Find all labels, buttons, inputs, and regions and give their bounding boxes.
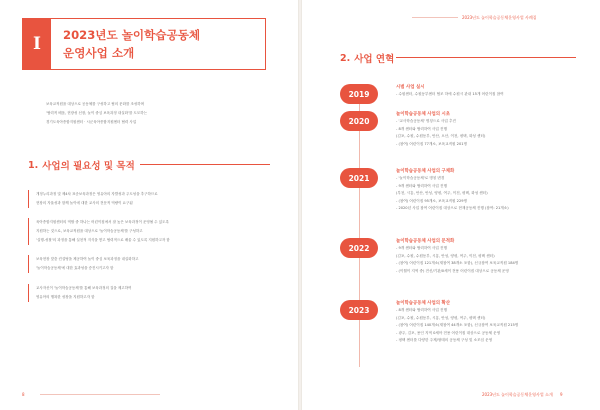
section2-title: 사업 연혁 <box>354 54 395 65</box>
bullet-line: 영유아의 행복한 성장을 지원하고자 함 <box>36 295 95 299</box>
bullet-line: '실행-성찰'의 과정을 통해 실천적 지식을 쌓고 협력적으로 배울 수 있도록 지원하고자 함 <box>36 238 170 242</box>
timeline-title: 시범 사업 실시 <box>396 85 425 90</box>
section2-rule <box>396 57 576 58</box>
timeline-line: - 평택 센터를 다양한 주제/형태의 공동체 구성 및 소모임 운영 <box>396 338 493 343</box>
right-running-footer: 2023년도 놀이학습공동체운영사업 소개 <box>482 392 553 397</box>
running-header: 2023년도 놀이학습공동체운영사업 사례집 <box>462 15 537 20</box>
timeline-title: 놀이학습공동체 사업의 문적화 <box>396 239 455 244</box>
running-header-rule <box>412 17 458 18</box>
intro-line: '협력적 배움, 현장성 신장, 놀이 중심 보육과정 내실화'를 도모하는 <box>46 110 147 115</box>
timeline-line: (부천, 시흥, 안산, 안성, 양평, 여주, 이천, 평택, 화성 센터) <box>396 191 488 196</box>
chapter-title <box>51 19 265 69</box>
timeline-line: - (참여) 어린이집 121개소(재참여 38개소 포함), 신규참여 보육교직원 184명 <box>396 261 519 266</box>
year-badge: 2020 <box>340 111 378 131</box>
section2-heading <box>340 51 394 65</box>
timeline-line: - 9개 센터와 협력하여 사업 진행 <box>396 246 447 250</box>
timeline-line: - 8개 센터와 협력하여 사업 진행 <box>396 308 447 312</box>
timeline-line: - 9개 센터와 협력하여 사업 진행 <box>396 183 447 188</box>
chapter-title-line1: 2023년도 놀이학습공동체 <box>63 28 201 42</box>
section1-heading <box>28 158 135 172</box>
right-footer <box>482 392 563 398</box>
timeline-line: - '교사학습공동체' 명칭으로 사업 추진 <box>396 119 456 123</box>
bullet-bar <box>28 255 29 273</box>
right-page-number: 9 <box>559 392 563 397</box>
year-badge: 2023 <box>340 300 378 320</box>
chapter-numeral: I <box>23 19 51 69</box>
section1-group-3 <box>28 255 138 273</box>
section1-number: 1. <box>28 159 39 171</box>
section1-group-2 <box>28 218 170 245</box>
timeline-line: - (참여) 어린이집 140개소(재참여 44개소 포함), 신규참여 보육교직원 215명 <box>396 323 519 328</box>
bullet-line: '놀이학습공동체'에 대한 효과성을 증진시키고자 함 <box>36 266 114 270</box>
timeline-line: - '놀이학습공동체'로 명칭 변경 <box>396 176 445 180</box>
timeline-line: - 8개 센터와 협력하여 사업 진행 <box>396 126 447 131</box>
timeline-title: 놀이학습공동체 사업의 구체화 <box>396 169 455 174</box>
timeline-title: 놀이학습공동체 사업의 시초 <box>396 112 450 117</box>
bullet-bar <box>28 218 29 245</box>
section1-title: 사업의 필요성 및 목적 <box>42 161 135 172</box>
bullet-line: 교사자신이 '놀이학습공동체'를 통해 보육과정의 질을 제고하여 <box>36 286 132 290</box>
year-badge: 2019 <box>340 84 378 104</box>
bullet-line: 육아종합지원센터의 역할 중 하나는 어린이집에서 잘 높은 보육과정이 운영될 수 있도록 <box>36 220 169 224</box>
section1-group-4 <box>28 284 131 302</box>
intro-text <box>28 100 268 152</box>
timeline-line: - (이월이 지역 중) 전신/기관/0세이 전용 어린이집 대상으로 공동체 운영 <box>396 268 509 273</box>
timeline-line: - 2020년 사업 참여 어린이집 대상으로 현재공동체 진행 (참여: 21개소) <box>396 206 509 211</box>
bullet-line: 현장의 자율성과 함께 놀이에 대한 교사의 전문적 역량이 요구됨 <box>36 201 133 205</box>
year-badge: 2021 <box>340 168 378 188</box>
timeline-line: (김포, 수원, 수원동부, 안산, 오산, 이천, 평택, 화성 센터) <box>396 134 486 139</box>
timeline-line: (김포, 수원, 수원동부, 시흥, 안성, 양평, 여주, 평택 센터) <box>396 315 486 320</box>
timeline-line: - 광주, 김포, 용인 지역 0세아 전용 어린이집 대상으로 공동체 운영 <box>396 330 501 335</box>
intro-line: 보육교직원을 대상으로 공동체를 구성하고 협의 문화를 조성하며 <box>46 102 144 106</box>
bullet-line: 지원하는 것으로, 보육교직원을 대상으로 '놀이학습공동체'를 구성하고 <box>36 229 143 233</box>
year-badge: 2022 <box>340 238 378 258</box>
timeline-line: - (참여) 어린이집 95개소, 보육교직원 229명 <box>396 198 467 203</box>
section2-number: 2. <box>340 52 351 64</box>
timeline-line: - (참여) 어린이집 77개소, 보육교직원 201명 <box>396 141 467 146</box>
timeline-line: (김포, 수원, 수원동부, 시흥, 안성, 양평, 여주, 이천, 평택 센터) <box>396 253 495 258</box>
bullet-bar <box>28 284 29 302</box>
chapter-title-box <box>22 18 266 70</box>
left-footer-rule <box>40 394 160 395</box>
left-page-number: 8 <box>22 392 25 397</box>
timeline-title: 놀이학습공동체 사업의 확산 <box>396 301 450 306</box>
timeline-axis <box>359 92 360 367</box>
timeline-line: - 수원센터, 수원동부센터 협조 하에 수원시 관내 15개 어린이집 참여 <box>396 92 504 96</box>
chapter-title-line2: 운영사업 소개 <box>63 46 135 60</box>
intro-line: 경기도육아종합지원센터 · 시군육아종합지원센터 협력 사업 <box>46 119 137 124</box>
bullet-line: 보육현장 맞춤 컨설팅을 제공하여 놀이 중심 보육과정을 내실화하고 <box>36 257 139 261</box>
section1-group-1 <box>28 190 158 208</box>
section1-rule <box>140 164 270 165</box>
bullet-line: 개정누리과정 및 제4차 표준보육과정은 영유아의 자발성과 주도성을 추구하므로 <box>36 192 158 196</box>
bullet-bar <box>28 190 29 208</box>
